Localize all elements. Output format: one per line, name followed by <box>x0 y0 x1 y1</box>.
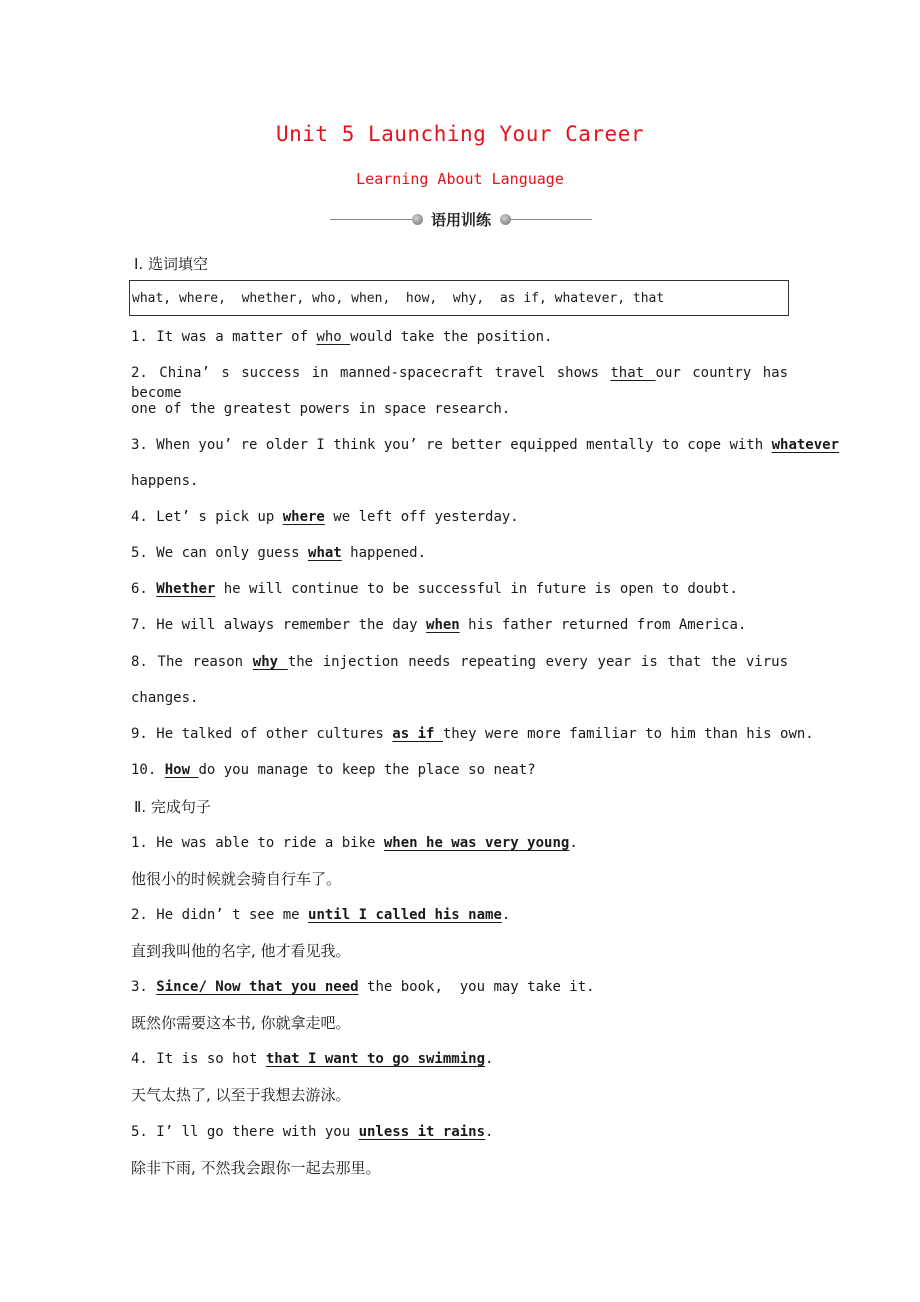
exercise-item-continuation: happens. <box>131 473 199 489</box>
sentence-item: 4. It is so hot that I want to go swimming. <box>131 1051 494 1067</box>
exercise-item: 5. We can only guess what happened. <box>131 545 427 561</box>
chinese-translation: 既然你需要这本书, 你就拿走吧。 <box>131 1014 351 1032</box>
answer: Whether <box>156 581 216 597</box>
exercise-item: 4. Let’ s pick up where we left off yesterday. <box>131 509 519 525</box>
answer: why <box>252 654 288 670</box>
exercise-item-continuation: changes. <box>131 690 199 706</box>
sentence-item: 1. He was able to ride a bike when he was very young. <box>131 835 578 851</box>
sentence-item: 3. Since/ Now that you need the book, you may take it. <box>131 979 595 995</box>
answer: Since/ Now that you need <box>156 979 359 995</box>
banner-right-dot-icon <box>500 214 511 225</box>
exercise-item-continuation: one of the greatest powers in space research. <box>131 401 511 417</box>
banner-left-line <box>330 219 412 220</box>
exercise-item: 3. When you’ re older I think you’ re better equipped mentally to cope with whatever <box>131 437 840 453</box>
exercise-item: 8. The reason why the injection needs repeating every year is that the virus <box>131 654 788 670</box>
section-banner <box>330 208 592 232</box>
answer: what <box>308 545 342 561</box>
word-box-text: what, where, whether, who, when, how, why, as if, whatever, that <box>132 291 665 306</box>
chinese-translation: 直到我叫他的名字, 他才看见我。 <box>131 942 351 960</box>
page-subtitle: Learning About Language <box>356 170 564 188</box>
exercise-item: 1. It was a matter of who would take the position. <box>131 329 553 345</box>
chinese-translation: 他很小的时候就会骑自行车了。 <box>131 870 342 888</box>
answer: that I want to go swimming <box>265 1051 486 1067</box>
page-title: Unit 5 Launching Your Career <box>275 122 644 146</box>
sentence-item: 5. I’ ll go there with you unless it rains. <box>131 1124 494 1140</box>
word-box <box>129 280 789 316</box>
chinese-translation: 天气太热了, 以至于我想去游泳。 <box>131 1086 351 1104</box>
chinese-translation: 除非下雨, 不然我会跟你一起去那里。 <box>131 1159 381 1177</box>
section2-heading: Ⅱ. 完成句子 <box>134 798 211 816</box>
banner-right-line <box>511 219 592 220</box>
answer: How <box>164 762 199 778</box>
exercise-item: 7. He will always remember the day when his father returned from America. <box>131 617 747 633</box>
answer: when <box>426 617 460 633</box>
answer: as if <box>392 726 443 742</box>
answer: when he was very young <box>383 835 570 851</box>
answer: that <box>610 365 656 381</box>
answer: who <box>316 329 351 345</box>
answer: whatever <box>771 437 840 453</box>
exercise-item: 6. Whether he will continue to be successful in future is open to doubt. <box>131 581 738 597</box>
exercise-item: 2. China’ s success in manned-spacecraft travel shows that our country has become <box>131 365 788 401</box>
answer: until I called his name <box>308 907 502 923</box>
banner-left-dot-icon <box>412 214 423 225</box>
answer: unless it rains <box>358 1124 486 1140</box>
sentence-item: 2. He didn’ t see me until I called his name. <box>131 907 511 923</box>
exercise-item: 10. How do you manage to keep the place so neat? <box>131 762 536 778</box>
answer: where <box>282 509 325 525</box>
exercise-item: 9. He talked of other cultures as if they were more familiar to him than his own. <box>131 726 814 742</box>
section1-heading: Ⅰ. 选词填空 <box>134 255 208 273</box>
banner-label: 语用训练 <box>430 211 491 229</box>
